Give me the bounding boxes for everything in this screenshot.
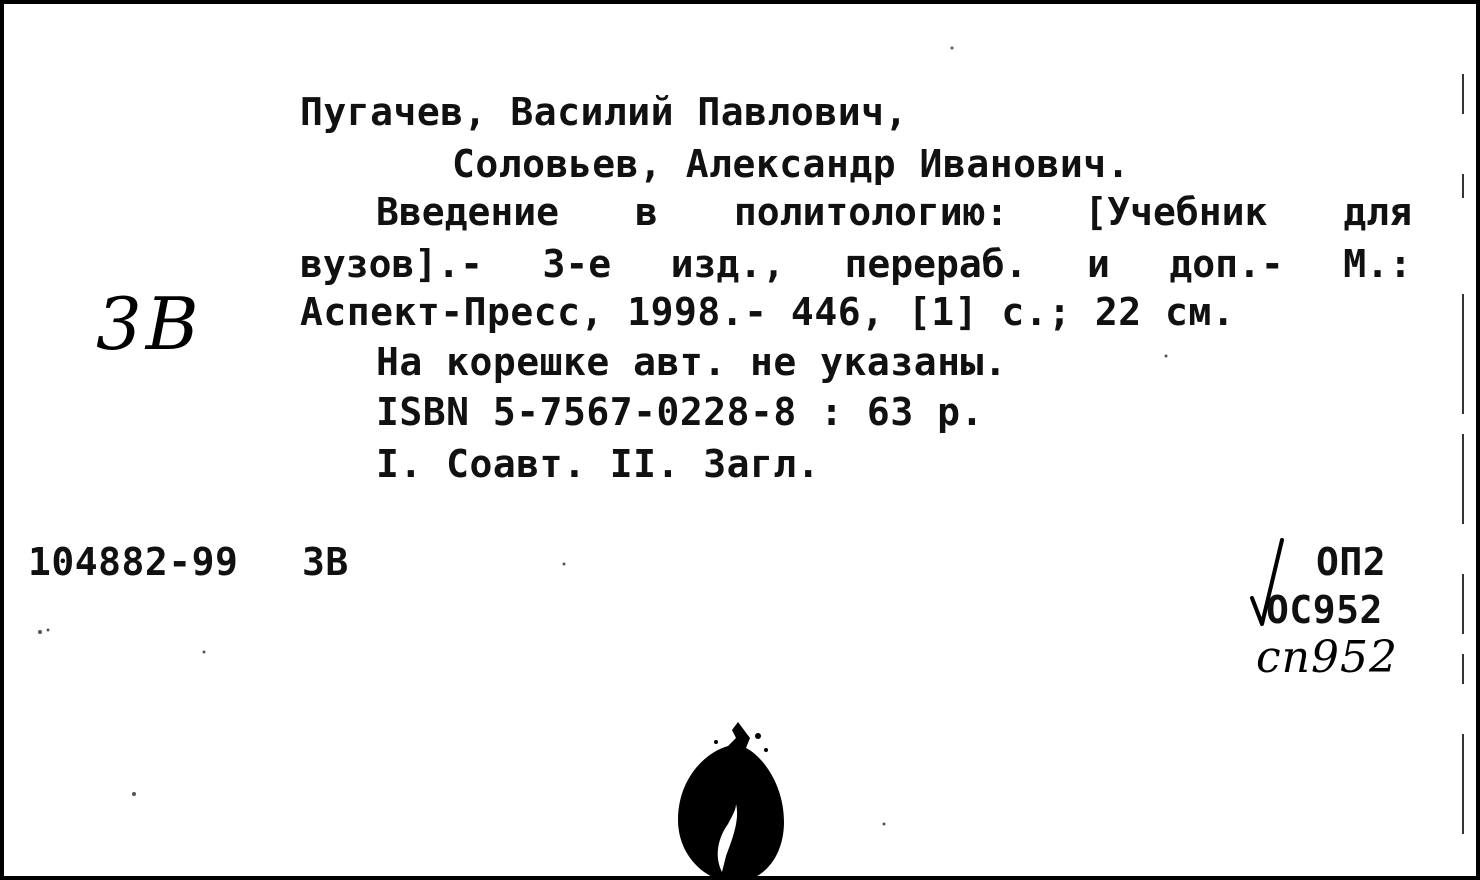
edition-word: М.: (1343, 242, 1412, 286)
location-code: ОП2 (1316, 540, 1387, 584)
title-word: Введение (376, 190, 560, 234)
edition-word: 3-е (542, 242, 612, 286)
shelf-code: 3В (302, 540, 349, 584)
coauthor-line: Соловьев, Александр Иванович. (452, 142, 1130, 186)
edition-word: доп.- (1169, 242, 1284, 286)
edition-word: перераб. (844, 242, 1028, 286)
paper-specks (4, 4, 1476, 876)
edition-word: изд., (670, 242, 786, 286)
tracing-line: I. Соавт. II. Загл. (376, 442, 821, 486)
accession-number: 104882-99 (28, 540, 239, 584)
title-word: в (634, 190, 658, 234)
note-line: На корешке авт. не указаны. (376, 340, 1008, 384)
author-line: Пугачев, Василий Павлович, (300, 90, 908, 134)
isbn-line: ISBN 5-7567-0228-8 : 63 р. (376, 390, 984, 434)
edition-word: вузов].- (300, 242, 484, 286)
edition-word: и (1087, 242, 1110, 286)
publisher-line: Аспект-Пресс, 1998.- 446, [1] с.; 22 см. (300, 290, 1236, 334)
handwritten-shelf-mark: 3В (96, 282, 203, 366)
title-word: политологию: (733, 190, 1009, 234)
location-code: ОС952 (1266, 588, 1383, 632)
title-word: [Учебник (1084, 190, 1268, 234)
handwritten-location: сп952 (1256, 632, 1398, 683)
title-word: для (1343, 190, 1412, 234)
